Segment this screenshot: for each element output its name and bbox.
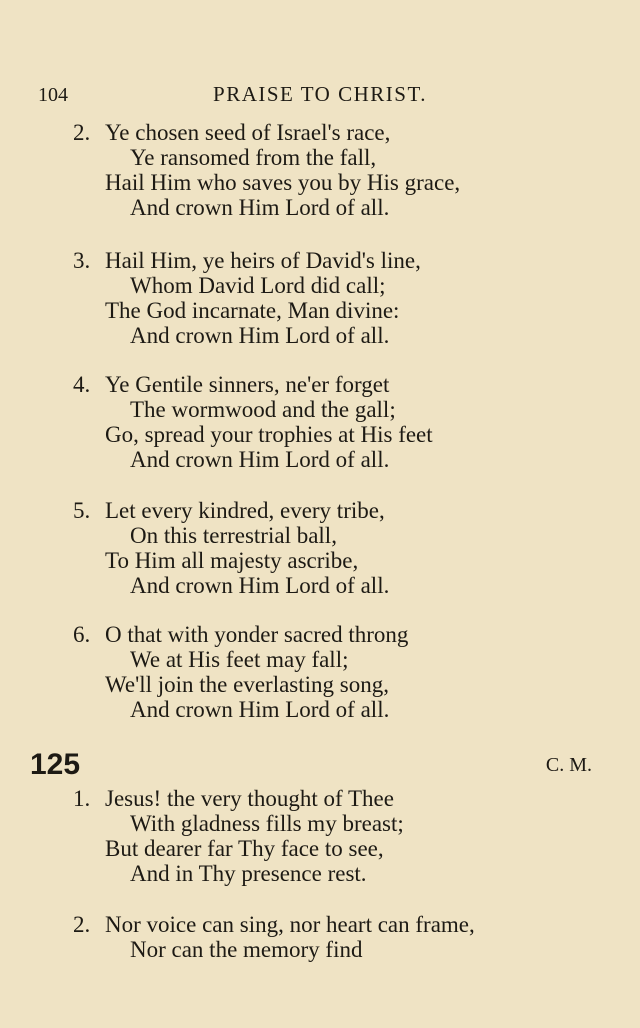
stanza-number: 2. [73,912,91,937]
verse-line: The wormwood and the gall; [130,397,396,422]
verse-line: Nor voice can sing, nor heart can frame, [105,912,475,937]
verse-line: Ye chosen seed of Israel's race, [105,120,391,145]
hymn-number: 125 [30,748,81,781]
stanza-number: 3. [73,248,91,273]
verse-line: O that with yonder sacred throng [105,622,409,647]
stanza-2 [0,120,640,220]
stanza-2 [0,912,640,962]
stanza-3 [0,248,640,348]
hymn-meter: C. M. [545,754,592,776]
verse-line: Ye ransomed from the fall, [130,145,377,170]
verse-line: Hail Him who saves you by His grace, [105,170,461,195]
verse-line: And crown Him Lord of all. [130,323,390,348]
verse-line: And crown Him Lord of all. [130,697,390,722]
verse-line: But dearer far Thy face to see, [105,836,384,861]
verse-line: The God incarnate, Man divine: [105,298,400,323]
stanza-5 [0,498,640,598]
verse-line: Let every kindred, every tribe, [105,498,385,523]
stanza-number: 2. [73,120,91,145]
stanza-number: 4. [73,372,91,397]
stanza-4 [0,372,640,472]
verse-line: Whom David Lord did call; [130,273,386,298]
running-title: PRAISE TO CHRIST. [213,82,427,106]
verse-line: And crown Him Lord of all. [130,195,390,220]
verse-line: Hail Him, ye heirs of David's line, [105,248,421,273]
verse-line: With gladness fills my breast; [130,811,404,836]
verse-line: Ye Gentile sinners, ne'er forget [105,372,390,397]
verse-line: To Him all majesty ascribe, [105,548,359,573]
verse-line: On this terrestrial ball, [130,523,337,548]
verse-line: Jesus! the very thought of Thee [105,786,394,811]
stanza-number: 5. [73,498,91,523]
verse-line: We'll join the everlasting song, [105,672,389,697]
verse-line: Nor can the memory find [130,937,363,962]
page-number: 104 [38,84,68,106]
stanza-number: 1. [73,786,91,811]
stanza-number: 6. [73,622,91,647]
verse-line: We at His feet may fall; [130,647,349,672]
stanza-6 [0,622,640,722]
verse-line: And in Thy presence rest. [130,861,367,886]
hymn-heading [0,748,640,784]
verse-line: And crown Him Lord of all. [130,573,390,598]
page-header [0,82,640,112]
verse-line: And crown Him Lord of all. [130,447,390,472]
verse-line: Go, spread your trophies at His feet [105,422,433,447]
stanza-1 [0,786,640,886]
